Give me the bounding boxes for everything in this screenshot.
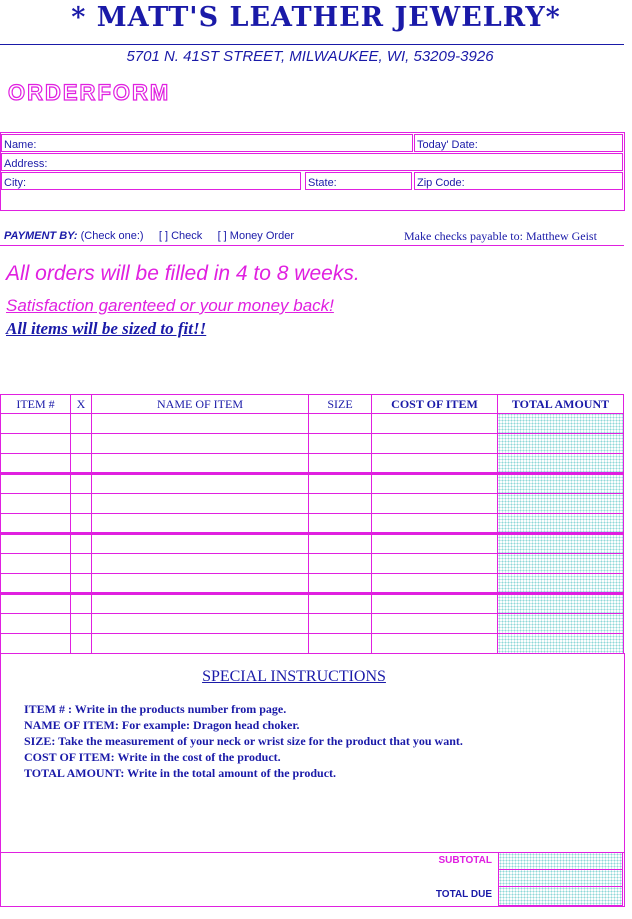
total-due-field[interactable] xyxy=(498,886,623,906)
table-cell[interactable] xyxy=(372,534,497,553)
table-cell[interactable] xyxy=(309,634,371,653)
table-cell[interactable] xyxy=(71,514,91,533)
guarantee-notice: Satisfaction garenteed or your money back! xyxy=(6,296,334,315)
table-cell[interactable] xyxy=(1,494,70,513)
state-field[interactable] xyxy=(305,172,412,190)
table-cell[interactable] xyxy=(1,554,70,573)
table-cell[interactable] xyxy=(92,474,308,493)
table-cell[interactable] xyxy=(1,414,70,433)
table-cell[interactable] xyxy=(71,434,91,453)
table-cell[interactable] xyxy=(372,554,497,573)
fill-time-notice: All orders will be filled in 4 to 8 weeks. xyxy=(6,262,360,285)
table-cell[interactable] xyxy=(71,454,91,473)
sizing-notice: All items will be sized to fit!! xyxy=(6,319,207,338)
table-cell[interactable] xyxy=(498,534,623,553)
table-cell[interactable] xyxy=(71,534,91,553)
company-title: * MATT'S LEATHER JEWELRY* xyxy=(71,2,561,33)
table-top-border xyxy=(0,394,624,395)
table-cell[interactable] xyxy=(71,554,91,573)
payment-divider xyxy=(0,245,624,246)
subtotal-label: SUBTOTAL xyxy=(438,855,492,866)
table-cell[interactable] xyxy=(71,574,91,593)
instruction-total-amount: TOTAL AMOUNT: Write in the total amount of the product. xyxy=(24,766,337,780)
table-cell[interactable] xyxy=(1,614,70,633)
table-cell[interactable] xyxy=(309,514,371,533)
table-cell[interactable] xyxy=(92,574,308,593)
table-cell[interactable] xyxy=(498,474,623,493)
table-cell[interactable] xyxy=(372,614,497,633)
table-cell[interactable] xyxy=(498,574,623,593)
table-cell[interactable] xyxy=(309,474,371,493)
payment-check-one: (Check one:) xyxy=(80,230,144,242)
table-cell[interactable] xyxy=(498,594,623,613)
table-cell[interactable] xyxy=(1,594,70,613)
instruction-size: SIZE: Take the measurement of your neck or wrist size for the product that you want. xyxy=(24,734,463,748)
table-cell[interactable] xyxy=(92,594,308,613)
table-cell[interactable] xyxy=(92,614,308,633)
table-cell[interactable] xyxy=(309,494,371,513)
table-cell[interactable] xyxy=(71,414,91,433)
checks-payable-to: Make checks payable to: Matthew Geist xyxy=(404,229,597,243)
table-cell[interactable] xyxy=(92,454,308,473)
name-label: Name: xyxy=(4,139,37,151)
city-label: City: xyxy=(4,177,26,189)
table-cell[interactable] xyxy=(309,574,371,593)
table-cell[interactable] xyxy=(92,554,308,573)
date-label: Today' Date: xyxy=(417,139,478,151)
special-instructions-title: SPECIAL INSTRUCTIONS xyxy=(202,668,386,685)
header-divider xyxy=(0,44,624,45)
table-cell[interactable] xyxy=(92,514,308,533)
address-field[interactable] xyxy=(1,153,623,171)
col-header-cost-of-item: COST OF ITEM xyxy=(391,397,478,411)
table-cell[interactable] xyxy=(498,514,623,533)
table-cell[interactable] xyxy=(92,534,308,553)
table-cell[interactable] xyxy=(1,434,70,453)
col-header-item-number: ITEM # xyxy=(16,397,55,411)
table-cell[interactable] xyxy=(309,534,371,553)
col-header-total-amount: TOTAL AMOUNT xyxy=(511,397,610,411)
col-header-x: X xyxy=(76,397,86,411)
payment-label: PAYMENT BY: xyxy=(4,230,78,242)
city-field[interactable] xyxy=(1,172,301,190)
table-cell[interactable] xyxy=(309,554,371,573)
subtotal-field[interactable] xyxy=(498,852,623,870)
table-cell[interactable] xyxy=(372,574,497,593)
date-field[interactable] xyxy=(414,134,623,152)
payment-check-option[interactable]: [ ] Check xyxy=(158,230,203,242)
table-cell[interactable] xyxy=(498,454,623,473)
table-cell[interactable] xyxy=(498,414,623,433)
address-label: Address: xyxy=(4,158,48,170)
table-cell[interactable] xyxy=(372,494,497,513)
table-cell[interactable] xyxy=(498,434,623,453)
table-cell[interactable] xyxy=(372,454,497,473)
table-cell[interactable] xyxy=(71,474,91,493)
name-field[interactable] xyxy=(1,134,413,152)
instruction-name-of-item: NAME OF ITEM: For example: Dragon head choker. xyxy=(24,718,300,732)
table-cell[interactable] xyxy=(498,634,623,653)
payment-money-order-option[interactable]: [ ] Money Order xyxy=(217,230,294,242)
table-cell[interactable] xyxy=(372,434,497,453)
table-cell[interactable] xyxy=(1,634,70,653)
zip-field[interactable] xyxy=(414,172,623,190)
table-cell[interactable] xyxy=(498,494,623,513)
table-cell[interactable] xyxy=(92,414,308,433)
table-cell[interactable] xyxy=(309,594,371,613)
table-cell[interactable] xyxy=(71,614,91,633)
table-cell[interactable] xyxy=(1,474,70,493)
table-cell[interactable] xyxy=(309,434,371,453)
table-cell[interactable] xyxy=(372,594,497,613)
table-cell[interactable] xyxy=(372,634,497,653)
payment-method xyxy=(4,230,294,242)
table-cell[interactable] xyxy=(92,434,308,453)
total-due-label: TOTAL DUE xyxy=(435,889,492,900)
table-cell[interactable] xyxy=(309,454,371,473)
table-cell[interactable] xyxy=(1,454,70,473)
table-cell[interactable] xyxy=(309,414,371,433)
table-cell[interactable] xyxy=(1,534,70,553)
table-cell[interactable] xyxy=(1,514,70,533)
table-cell[interactable] xyxy=(309,614,371,633)
table-cell[interactable] xyxy=(498,614,623,633)
table-column-border xyxy=(623,394,624,653)
table-cell[interactable] xyxy=(71,494,91,513)
tax-field[interactable] xyxy=(498,869,623,887)
company-address: 5701 N. 41ST STREET, MILWAUKEE, WI, 53209-3926 xyxy=(126,48,494,65)
table-cell[interactable] xyxy=(372,514,497,533)
table-cell[interactable] xyxy=(372,474,497,493)
state-label: State: xyxy=(308,177,337,189)
instruction-item-number: ITEM # : Write in the products number from page. xyxy=(24,702,287,716)
table-cell[interactable] xyxy=(92,494,308,513)
form-title: ORDERFORM xyxy=(8,80,171,105)
table-cell[interactable] xyxy=(372,414,497,433)
table-cell[interactable] xyxy=(92,634,308,653)
table-cell[interactable] xyxy=(498,554,623,573)
table-cell[interactable] xyxy=(71,594,91,613)
instruction-cost-of-item: COST OF ITEM: Write in the cost of the product. xyxy=(24,750,281,764)
table-cell[interactable] xyxy=(71,634,91,653)
col-header-name-of-item: NAME OF ITEM xyxy=(157,397,243,411)
col-header-size: SIZE xyxy=(327,397,353,411)
table-cell[interactable] xyxy=(1,574,70,593)
zip-label: Zip Code: xyxy=(417,177,465,189)
